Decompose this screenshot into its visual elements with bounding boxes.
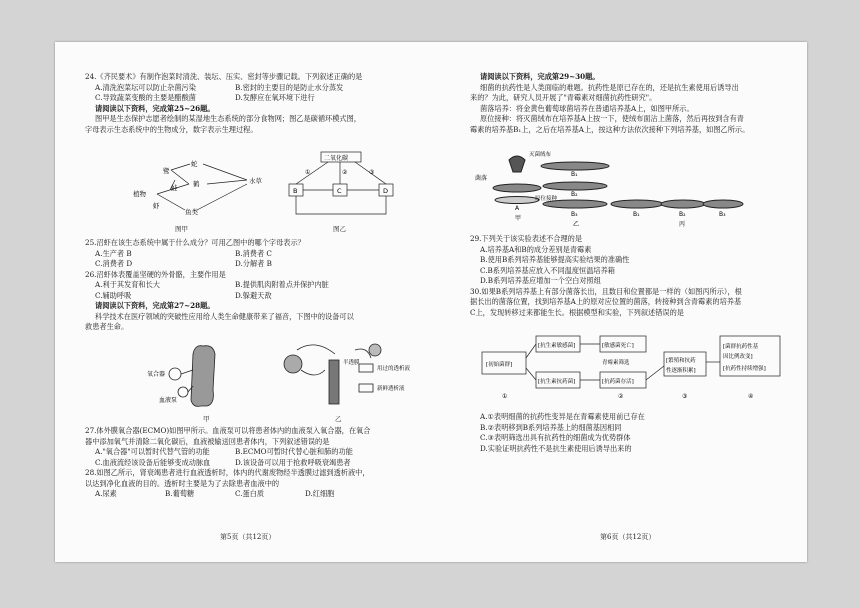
q30-option-a: A.①表明细菌的抗药性变异是在青霉素使用前已存在: [480, 412, 645, 421]
flow-resistant: [抗生素抗药菌]: [538, 379, 576, 385]
q27-option-a: A."氧合器"可以暂时代替气管的功能: [95, 447, 210, 456]
q30-option-b: B.②表明移到B系列培养基上的细菌基因相同: [480, 422, 622, 432]
q28-option-d: D.红细胞: [305, 489, 335, 498]
q25-option-b: B.消费者 C: [235, 248, 272, 258]
q25-options-row1: [85, 249, 425, 260]
intro-25-26-line1: 图甲是生态保护志愿者绘制的某湿地生态系统的部分食物网；图乙是碳循环模式图，: [95, 114, 361, 123]
q27-options-row2: [85, 458, 425, 469]
q29-option-a: A.培养基A和B的成分差别是青霉素: [480, 244, 592, 254]
q28-option-a: A.尿素: [95, 489, 117, 498]
figure-yi-label: 乙: [573, 221, 580, 228]
q27-option-c: C.血液流经该设备后能够变成动脉血: [95, 457, 211, 467]
flow-sensitive: [抗生素敏感菌]: [538, 343, 576, 349]
q29-option-d: D.B系列培养基应增加一个空白对照组: [480, 276, 601, 285]
dish-b2-label: B₂: [571, 191, 578, 198]
cycle-process-1: ①: [305, 169, 311, 176]
fresh-dialysate-label: 新鲜透析液: [377, 386, 405, 392]
dish-b3-right-label: B₃: [719, 211, 726, 218]
dish-a-label: A: [515, 205, 520, 212]
flow-new-2: 因比例改变]: [723, 354, 753, 360]
q27-option-b: B.ECMO可暂时代替心脏和肺的功能: [235, 447, 353, 456]
q24-option-b: B.密封的主要目的是防止水分蒸发: [235, 82, 344, 92]
page-footer-right: 第6页（共12页）: [600, 533, 656, 541]
intro-25-26-line2: 字母表示生态系统中的生物成分，数字表示生理过程。: [85, 124, 258, 134]
flow-step-3: ③: [682, 393, 688, 400]
food-web-diagram: [125, 154, 280, 222]
dish-b1-right-label: B₁: [633, 211, 640, 218]
cycle-co2-label: 二氧化碳: [324, 155, 349, 162]
dish-b1-top-label: B₁: [571, 171, 578, 178]
flow-repro-2: 性逐渐积累]: [666, 368, 696, 374]
figure-bing-label: 丙: [679, 221, 686, 228]
intro-27-28-line2: 救患者生命。: [85, 322, 129, 331]
q30-stem-line3: C上，发现转移过来都能生长。根据模型和实验，下列叙述错误的是: [470, 307, 684, 317]
q28-options: [85, 489, 425, 500]
petri-dish-diagram: [475, 142, 745, 228]
page-footer-left: 第5页（共12页）: [220, 533, 276, 541]
ecmo-figure-caption: 甲: [203, 415, 210, 423]
left-questions-25-26: [85, 238, 425, 333]
q29-option-b: B.使用B系列培养基能够提高实验结果的准确性: [480, 255, 630, 264]
ecmo-dialysis-diagram: [145, 340, 411, 412]
intro-27-28-line1: 科学技术在医疗领域的突破性应用给人类生命健康带来了福音，下图中的设备可以: [95, 311, 354, 321]
web-node-frog: 蛙: [171, 184, 178, 192]
q27-option-d: D.该设备可以用于抢救呼吸衰竭患者: [235, 457, 351, 467]
q26-option-b: B.提供肌肉附着点并保护内脏: [235, 280, 329, 289]
q24-option-c: C.导致蔬菜变酸的主要是醋酸菌: [95, 93, 196, 102]
q24-options-row1: [85, 83, 425, 94]
q28-option-b: B.葡萄糖: [165, 489, 195, 498]
q26-options-row1: [85, 280, 425, 291]
read-instruction-27-28: 请阅读以下资料，完成第27~28题。: [95, 301, 215, 310]
q28-stem: 28.如图乙所示，肾衰竭患者进行血液透析时，体内的代谢废物经半透膜过滤到透析液中，: [85, 468, 370, 477]
read-instruction-29-30: 请阅读以下资料，完成第29~30题。: [480, 72, 600, 81]
q26-options-row2: [85, 291, 425, 302]
q25-options-row2: [85, 259, 425, 270]
flow-survive: [抗药菌存活]: [602, 379, 634, 385]
flow-dead: [敏感菌死亡]: [602, 343, 634, 349]
left-page: [85, 72, 425, 135]
used-dialysate-label: 用过的透析液: [377, 366, 411, 372]
web-node-plant: 植物: [133, 190, 146, 198]
intro-line3: 菌落培养：将金黄色葡萄球菌培养在普通培养基A上，如图甲所示。: [480, 103, 694, 113]
membrane-label: 半透膜: [343, 360, 360, 366]
q28-option-c: C.蛋白质: [235, 489, 265, 498]
web-node-fish: 鱼类: [185, 208, 198, 216]
dish-b2-right-label: B₂: [679, 211, 686, 218]
q26-option-c: C.辅助呼吸: [95, 290, 132, 300]
ecmo-oxygenator-label: 氧合器: [147, 371, 166, 378]
q26-option-d: D.躲避天敌: [235, 290, 272, 300]
flow-step-4: ④: [748, 393, 754, 400]
q25-option-d: D.分解者 B: [235, 259, 272, 268]
cycle-process-3: ③: [369, 169, 375, 176]
read-instruction-25-26: 请阅读以下资料，完成第25~26题。: [95, 103, 215, 113]
q30-option-c: C.③表明筛选出具有抗药性的细菌成为优势群体: [480, 433, 631, 442]
q24-stem: 24.《齐民要术》有制作泡菜时清洗、装坛、压实、密封等步骤记载。下列叙述正确的是: [85, 72, 363, 81]
intro-line2: 来的？为此，研究人员开展了"青霉素对细菌抗药性研究"。: [470, 93, 657, 102]
q30-stem: 30.如果B系列培养基上有部分菌落长出，且数目和位置都是一样的（如图丙所示），根: [470, 286, 742, 296]
q30-stem-line2: 据长出的菌落位置，找到培养基A上的原对应位置的菌落，转接种到含青霉素的培养基: [470, 297, 742, 306]
flow-final: [抗药性持续增强]: [723, 366, 766, 372]
web-node-waterweed: 水草: [249, 177, 262, 185]
q29-stem: 29.下列关于该实验表述不合理的是: [470, 234, 583, 243]
q28-stem-line2: 以达到净化血液的目的。透析时主要是为了去除患者血液中的: [85, 478, 280, 488]
web-node-crane: 鹤: [193, 180, 200, 188]
figure-jia-caption: 图甲: [175, 225, 188, 233]
flow-repro-1: [繁殖和抗药: [666, 358, 696, 364]
ecmo-pump-label: 血液泵: [159, 397, 178, 404]
q30-options: [470, 412, 800, 454]
q30-option-d: D.实验证明抗药性不是抗生素使用后诱导出来的: [480, 443, 632, 453]
web-node-egret: 鹭: [163, 167, 170, 175]
flow-start: [初始菌群]: [486, 362, 513, 368]
q26-stem: 26.沼虾体表覆盖坚硬的外骨骼，主要作用是: [85, 269, 226, 279]
q25-option-c: C.消费者 D: [95, 259, 133, 268]
q24-option-a: A.清洗泡菜坛可以防止杂菌污染: [95, 82, 196, 92]
colony-label: 菌落: [475, 175, 488, 182]
sterile-cloth-label: 灭菌绒布: [529, 152, 552, 158]
q24-option-d: D.发酵应在氧环境下进行: [235, 93, 315, 102]
web-node-snake: 蛇: [191, 160, 198, 168]
dish-b3-label: B₃: [571, 211, 578, 218]
q29-option-c: C.B系列培养基应放入不同温度恒温培养箱: [480, 265, 615, 275]
intro-line5: 霉素的培养基B₁上，之后在培养基A上，按这种方法依次接种下列培养基，如图乙所示。: [470, 124, 750, 134]
flow-penicillin: 青霉素筛选: [602, 360, 630, 366]
q27-stem-line2: 器中添加氧气并清除二氧化碳后，血液被输送回患者体内，下列叙述错误的是: [85, 436, 330, 446]
dialysis-figure-caption: 乙: [335, 415, 342, 423]
figure-yi-caption: 图乙: [333, 225, 346, 233]
exam-sheet: [55, 42, 807, 562]
flow-new-1: [菌群抗药性基: [723, 344, 759, 350]
q27-stem: 27.体外膜氧合器(ECMO)如图甲所示。血液泵可以将患者体内的血液泵入氧合器，在氧合: [85, 426, 371, 435]
q27-options-row1: [85, 447, 425, 458]
cycle-node-c: C: [337, 187, 342, 195]
q25-stem: 25.沼虾在该生态系统中属于什么成分？可用乙图中的哪个字母表示？: [85, 238, 305, 247]
cycle-node-b: B: [293, 187, 298, 195]
antibiotic-resistance-flowchart: [480, 332, 785, 402]
in-situ-inoculation-label: 原位接种: [535, 196, 558, 202]
web-node-shrimp: 虾: [153, 202, 160, 210]
right-page: [470, 72, 800, 135]
cycle-node-d: D: [383, 187, 389, 195]
figure-jia-label: 甲: [515, 215, 522, 222]
intro-line1: 细菌的抗药性是人类面临的难题。抗药性是原已存在的，还是抗生素使用后诱导出: [480, 82, 739, 92]
flow-step-1: ①: [502, 393, 508, 400]
q25-option-a: A.生产者 B: [95, 248, 132, 258]
cycle-process-2: ②: [342, 169, 348, 176]
carbon-cycle-diagram: [283, 150, 403, 224]
flow-step-2: ②: [618, 393, 624, 400]
intro-line4: 原位接种：将灭菌绒布在培养基A上按一下，使绒布面沾上菌落，然后再按到含有青: [480, 114, 744, 123]
q26-option-a: A.利于其发育和长大: [95, 280, 160, 289]
left-questions-27-28: [85, 426, 425, 500]
q24-options-row2: [85, 93, 425, 104]
right-questions: [470, 234, 800, 318]
